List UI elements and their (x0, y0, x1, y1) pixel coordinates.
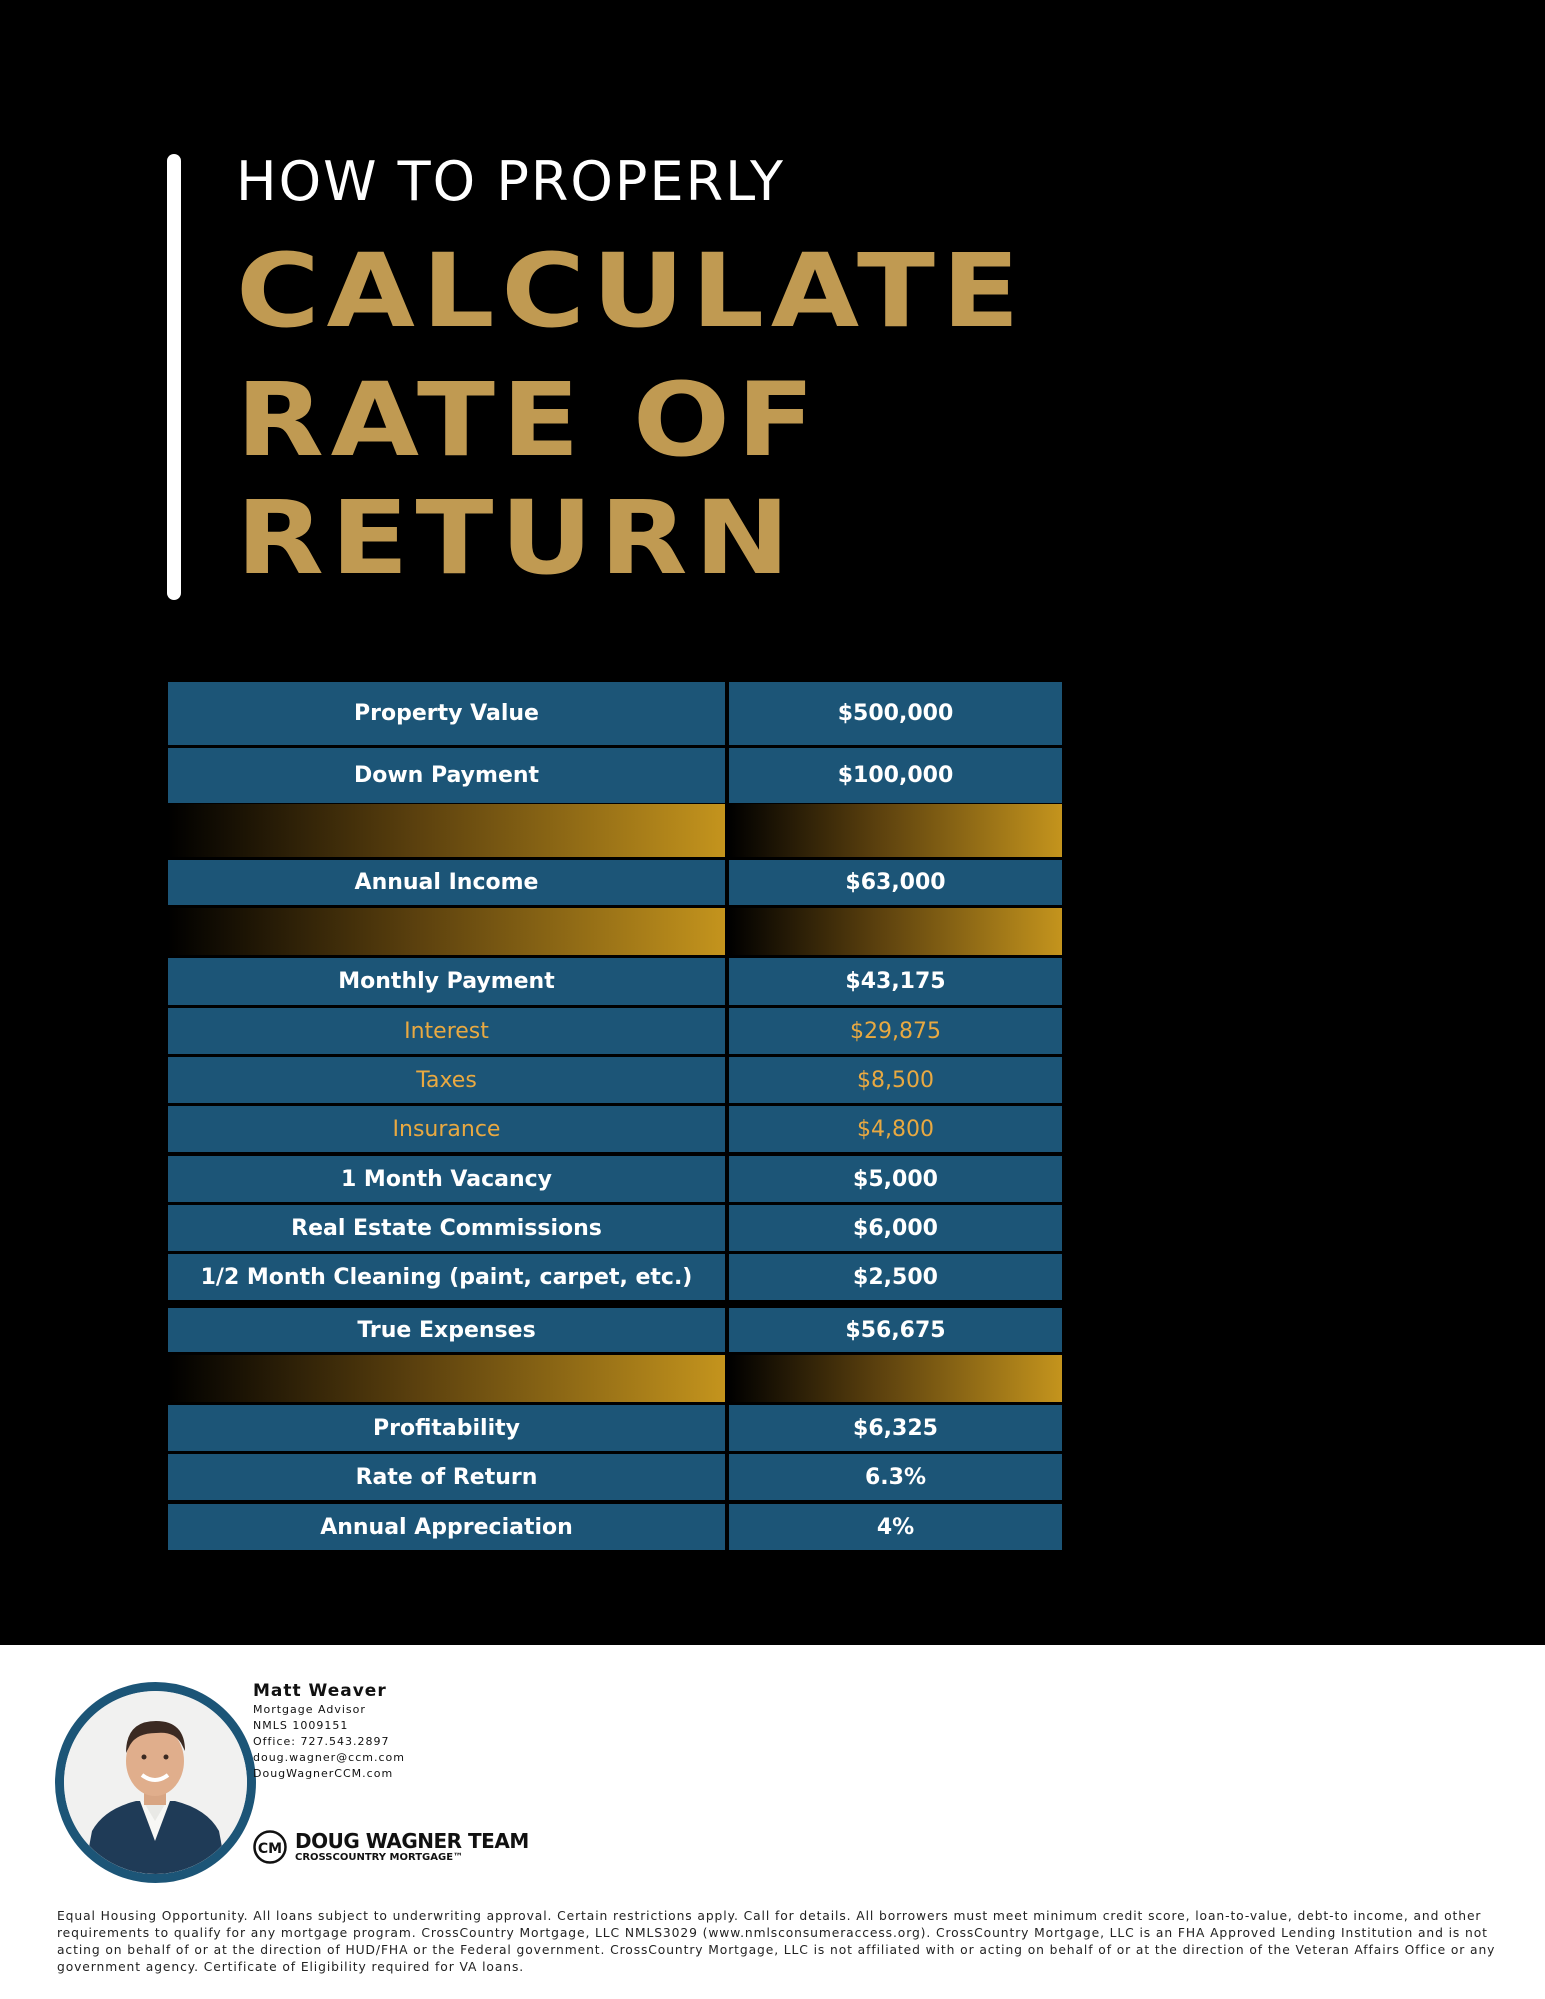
advisor-title: Mortgage Advisor (253, 1703, 366, 1716)
ccm-monogram-icon (253, 1830, 287, 1864)
logo-company-name: CROSSCOUNTRY MORTGAGE™ (295, 1852, 464, 1863)
row-value: $5,000 (729, 1156, 1062, 1202)
row-label: Monthly Payment (168, 958, 725, 1005)
row-value: $43,175 (729, 958, 1062, 1005)
row-value: $2,500 (729, 1254, 1062, 1300)
advisor-website[interactable]: DougWagnerCCM.com (253, 1767, 394, 1780)
table-row (168, 1205, 1062, 1251)
advisor-office-phone[interactable]: Office: 727.543.2897 (253, 1735, 390, 1748)
row-label: Annual Appreciation (168, 1504, 725, 1550)
row-value: $100,000 (729, 748, 1062, 803)
gold-divider-band (168, 804, 1062, 857)
gold-band-right (729, 908, 1062, 955)
row-value: 6.3% (729, 1454, 1062, 1500)
table-row (168, 1405, 1062, 1451)
gold-band-left (168, 1355, 725, 1402)
table-row (168, 1156, 1062, 1202)
advisor-email[interactable]: doug.wagner@ccm.com (253, 1751, 405, 1764)
table-row (168, 860, 1062, 905)
table-row (168, 1254, 1062, 1300)
table-row (168, 958, 1062, 1005)
advisor-name: Matt Weaver (253, 1681, 387, 1701)
advisor-portrait (64, 1691, 247, 1874)
row-label: Rate of Return (168, 1454, 725, 1500)
row-value: $8,500 (729, 1057, 1062, 1103)
row-value: 4% (729, 1504, 1062, 1550)
gold-divider-band (168, 1355, 1062, 1402)
table-row (168, 1308, 1062, 1352)
row-value: $56,675 (729, 1308, 1062, 1352)
advisor-nmls: NMLS 1009151 (253, 1719, 349, 1732)
table-row (168, 1008, 1062, 1054)
page-subtitle: HOW TO PROPERLY (236, 150, 786, 213)
table-row (168, 682, 1062, 745)
page-title-line-3: RETURN (236, 479, 797, 598)
row-label: 1/2 Month Cleaning (paint, carpet, etc.) (168, 1254, 725, 1300)
table-row (168, 1057, 1062, 1103)
row-label: True Expenses (168, 1308, 725, 1352)
row-label: Insurance (168, 1106, 725, 1152)
logo-team-name: DOUG WAGNER TEAM (295, 1829, 529, 1853)
table-row (168, 1504, 1062, 1550)
row-value: $29,875 (729, 1008, 1062, 1054)
row-value: $6,000 (729, 1205, 1062, 1251)
gold-band-left (168, 804, 725, 857)
gold-band-right (729, 804, 1062, 857)
advisor-photo (55, 1682, 256, 1883)
table-row (168, 1454, 1062, 1500)
row-label: 1 Month Vacancy (168, 1156, 725, 1202)
row-label: Taxes (168, 1057, 725, 1103)
row-label: Interest (168, 1008, 725, 1054)
legal-disclaimer: Equal Housing Opportunity. All loans subject to underwriting approval. Certain restrictions apply. Call for details. All borrowers must meet minimum credit score, loan-to-value, debt-to income, and other requirements to qualify for any mortgage program. CrossCountry Mortgage, LLC NMLS3029 (www.nmlsconsumeraccess.org). CrossCountry Mortgage, LLC is an FHA Approved Lending Institution and is not acting on behalf of or at the direction of HUD/FHA or the Federal government. CrossCountry Mortgage, LLC is not affiliated with or acting on behalf of or at the direction of the Veteran Affairs Office or any government agency. Certificate of Eligibility required for VA loans. (57, 1909, 1496, 1974)
row-value: $6,325 (729, 1405, 1062, 1451)
logo-monogram: CM (257, 1841, 283, 1857)
row-value: $500,000 (729, 682, 1062, 745)
row-label: Property Value (168, 682, 725, 745)
row-label: Annual Income (168, 860, 725, 905)
row-label: Profitability (168, 1405, 725, 1451)
table-row (168, 748, 1062, 803)
page-title-line-1: CALCULATE (236, 232, 1027, 351)
accent-bar (167, 154, 181, 600)
company-logo (253, 1830, 529, 1864)
gold-divider-band (168, 908, 1062, 955)
row-label: Real Estate Commissions (168, 1205, 725, 1251)
row-value: $63,000 (729, 860, 1062, 905)
contact-block (253, 1680, 405, 1782)
page-title-line-2: RATE OF (236, 361, 822, 480)
gold-band-left (168, 908, 725, 955)
row-label: Down Payment (168, 748, 725, 803)
row-value: $4,800 (729, 1106, 1062, 1152)
gold-band-right (729, 1355, 1062, 1402)
table-row (168, 1106, 1062, 1152)
